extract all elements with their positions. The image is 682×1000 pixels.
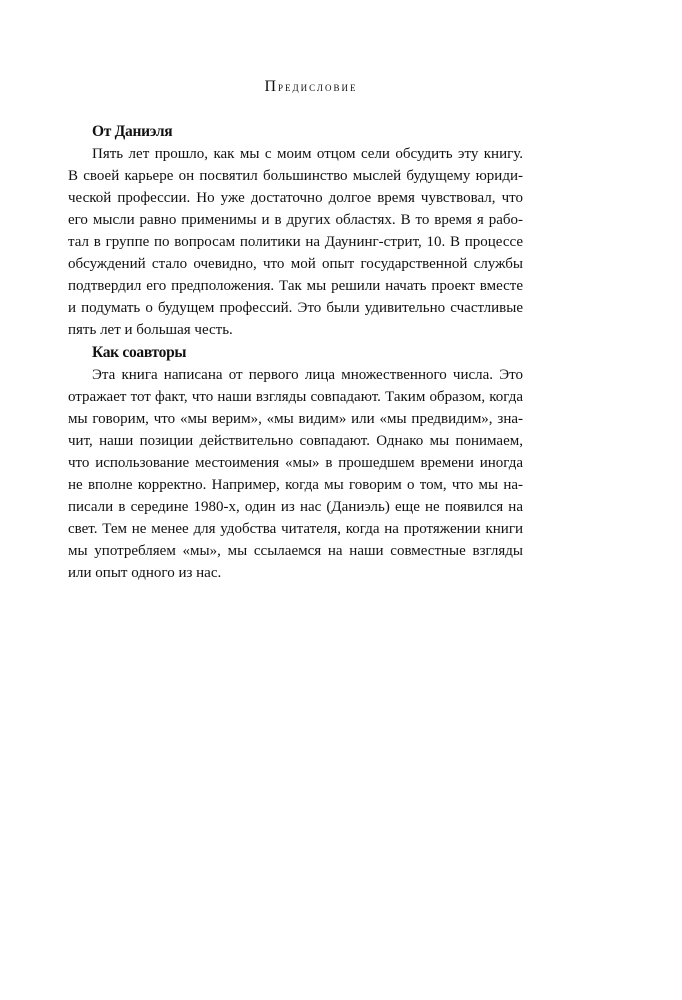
paragraph-line: [68, 231, 523, 253]
line-text: или опыт одного из нас.: [68, 565, 222, 581]
line-text: отражает тот факт, что наши взгляды совпадают. Таким образом, когда: [68, 389, 523, 405]
paragraph-line: [68, 364, 523, 386]
line-text: Эта книга написана от первого лица множественного числа. Это: [92, 367, 523, 383]
paragraph-line: [68, 253, 523, 275]
line-text: мы говорим, что «мы верим», «мы видим» или «мы предвидим», зна-: [68, 411, 523, 427]
paragraph-line: [68, 165, 523, 187]
section-heading: Как соавторы: [92, 344, 187, 361]
line-text: писали в середине 1980-х, один из нас (Даниэль) еще не появился на: [68, 499, 523, 515]
line-text: чит, наши позиции действительно совпадают. Однако мы понимаем,: [68, 433, 523, 449]
paragraph-line: [68, 540, 523, 562]
paragraph-line: [68, 143, 523, 165]
paragraph-line: [68, 518, 523, 540]
line-text: ческой профессии. Но уже достаточно долгое время чувствовал, что: [68, 190, 523, 206]
page-title: Предисловие: [264, 78, 358, 95]
line-text: что использование местоимения «мы» в прошедшем времени иногда: [68, 455, 523, 471]
line-text: пять лет и большая честь.: [68, 322, 233, 338]
section-as-coauthors: [68, 342, 523, 584]
line-text: мы употребляем «мы», мы ссылаемся на наши совместные взгляды: [68, 543, 523, 559]
section-from-daniel: [68, 121, 523, 341]
paragraph-line: [68, 474, 523, 496]
line-text: обсуждений стало очевидно, что мой опыт государственной службы: [68, 256, 523, 272]
paragraph-line: [68, 430, 523, 452]
paragraph-line: [68, 319, 523, 341]
paragraph-line: [68, 275, 523, 297]
paragraph-line: [68, 386, 523, 408]
paragraph-line: [68, 496, 523, 518]
paragraph-line: [68, 408, 523, 430]
paragraph-line: [68, 187, 523, 209]
line-text: подтвердил его предположения. Так мы решили начать проект вместе: [68, 278, 523, 294]
line-text: свет. Тем не менее для удобства читателя, когда на протяжении книги: [68, 521, 523, 537]
line-text: Пять лет прошло, как мы с моим отцом сели обсудить эту книгу.: [92, 146, 523, 162]
line-text: и подумать о будущем профессий. Это были удивительно счастливые: [68, 300, 523, 316]
paragraph-line: [68, 452, 523, 474]
line-text: не вполне корректно. Например, когда мы говорим о том, что мы на-: [68, 477, 523, 493]
paragraph-line: [68, 562, 523, 584]
paragraph-line: [68, 209, 523, 231]
line-text: тал в группе по вопросам политики на Даунинг-стрит, 10. В процессе: [68, 234, 523, 250]
line-text: В своей карьере он посвятил большинство мыслей будущему юриди-: [68, 168, 523, 184]
paragraph-line: [68, 297, 523, 319]
line-text: его мысли равно применимы и в других областях. В то время я рабо-: [68, 212, 523, 228]
section-heading: От Даниэля: [92, 123, 173, 140]
